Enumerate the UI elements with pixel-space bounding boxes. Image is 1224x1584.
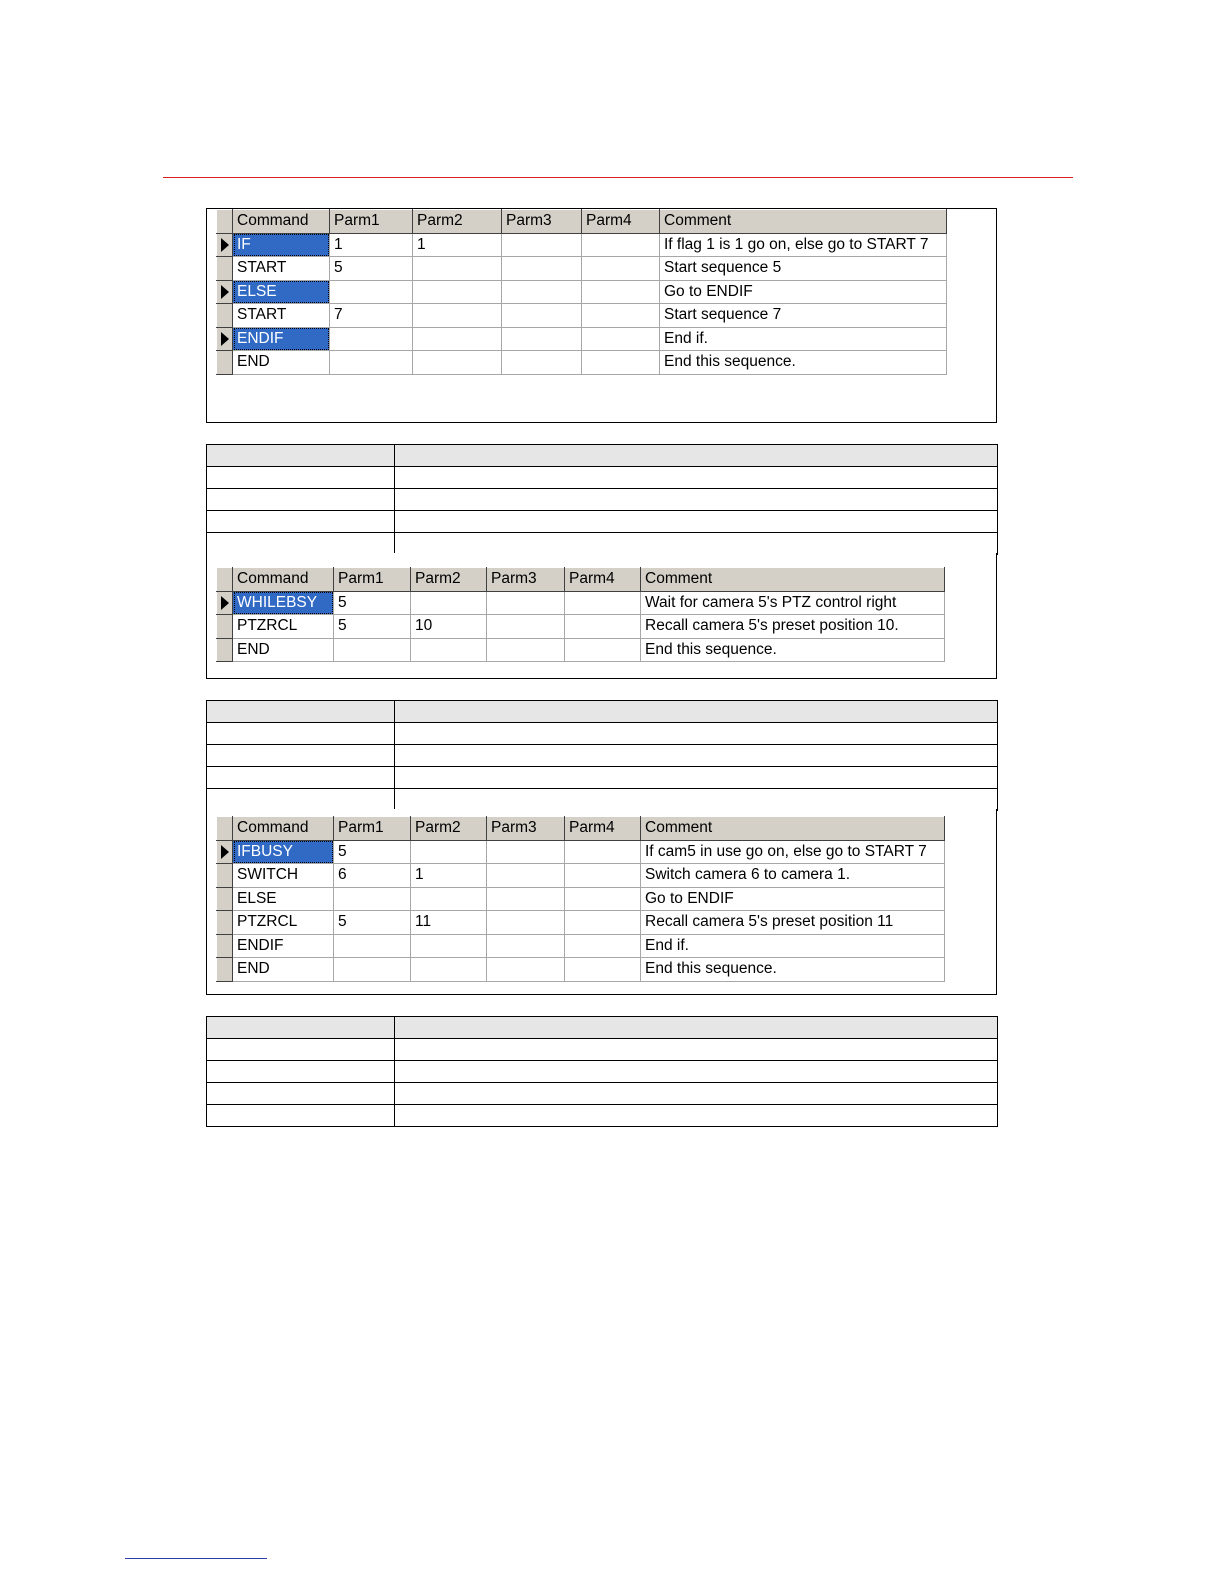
description-cell — [207, 467, 395, 489]
table-row[interactable] — [217, 591, 945, 615]
row-pointer-icon — [221, 238, 229, 252]
description-row — [207, 1083, 998, 1105]
column-header-parm3[interactable]: Parm3 — [502, 210, 582, 234]
table-row[interactable] — [217, 864, 945, 888]
row-selector[interactable] — [217, 257, 233, 281]
description-cell — [207, 1083, 395, 1105]
description-row — [207, 467, 998, 489]
column-header-parm1[interactable]: Parm1 — [334, 817, 411, 841]
description-row — [207, 511, 998, 533]
description-row — [207, 723, 998, 745]
cell-comment[interactable]: End this sequence. — [641, 638, 945, 662]
row-selector[interactable] — [217, 864, 233, 888]
row-pointer-icon — [221, 332, 229, 346]
table-row[interactable] — [217, 351, 947, 375]
cell-command[interactable]: END — [233, 351, 330, 375]
description-cell — [395, 767, 998, 789]
cell-parm1[interactable]: 5 — [330, 257, 413, 281]
table-row[interactable] — [217, 638, 945, 662]
cell-parm1[interactable] — [334, 887, 411, 911]
column-header-parm2[interactable]: Parm2 — [411, 568, 487, 592]
column-header-parm1[interactable]: Parm1 — [330, 210, 413, 234]
cell-parm4[interactable] — [565, 864, 641, 888]
grid-body — [217, 591, 945, 662]
description-cell — [207, 511, 395, 533]
description-cell — [395, 1061, 998, 1083]
cell-parm2[interactable] — [413, 304, 502, 328]
table-row[interactable] — [217, 615, 945, 639]
description-cell — [207, 767, 395, 789]
cell-parm1[interactable]: 5 — [334, 591, 411, 615]
column-header-comment[interactable]: Comment — [641, 817, 945, 841]
cell-comment[interactable]: Start sequence 7 — [660, 304, 947, 328]
cell-parm3[interactable] — [487, 591, 565, 615]
cell-parm3[interactable] — [502, 280, 582, 304]
row-selector[interactable] — [217, 327, 233, 351]
cell-parm3[interactable] — [487, 840, 565, 864]
table-row[interactable] — [217, 958, 945, 982]
table-row[interactable] — [217, 304, 947, 328]
description-cell — [207, 745, 395, 767]
cell-command[interactable]: PTZRCL — [233, 615, 334, 639]
description-cell — [395, 445, 998, 467]
description-row — [207, 1061, 998, 1083]
cell-command[interactable]: SWITCH — [233, 864, 334, 888]
cell-parm1[interactable]: 6 — [334, 864, 411, 888]
sequence-grid-3 — [216, 816, 945, 982]
column-header-comment[interactable]: Comment — [660, 210, 947, 234]
column-header-command[interactable]: Command — [233, 210, 330, 234]
cell-parm2[interactable] — [411, 958, 487, 982]
cell-parm2[interactable] — [413, 280, 502, 304]
cell-parm1[interactable]: 5 — [334, 911, 411, 935]
cell-parm1[interactable] — [334, 638, 411, 662]
cell-command[interactable]: END — [233, 958, 334, 982]
description-cell — [395, 789, 998, 811]
cell-command[interactable]: WHILEBSY — [233, 591, 334, 615]
cell-parm3[interactable] — [487, 958, 565, 982]
cell-parm3[interactable] — [487, 934, 565, 958]
cell-parm4[interactable] — [582, 280, 660, 304]
cell-parm2[interactable]: 10 — [411, 615, 487, 639]
description-row — [207, 1039, 998, 1061]
sequence-grid-2 — [216, 567, 945, 662]
grid-body — [217, 840, 945, 981]
description-header-row — [207, 445, 998, 467]
cell-parm2[interactable] — [411, 591, 487, 615]
description-cell — [207, 701, 395, 723]
description-cell — [207, 1105, 395, 1127]
description-row — [207, 489, 998, 511]
cell-parm2[interactable] — [411, 934, 487, 958]
footer-rule — [125, 1558, 267, 1559]
description-cell — [207, 1061, 395, 1083]
cell-parm3[interactable] — [502, 351, 582, 375]
cell-parm4[interactable] — [582, 327, 660, 351]
cell-parm3[interactable] — [487, 887, 565, 911]
column-header-parm2[interactable]: Parm2 — [413, 210, 502, 234]
cell-comment[interactable]: Recall camera 5's preset position 11 — [641, 911, 945, 935]
cell-parm1[interactable]: 1 — [330, 233, 413, 257]
column-header-command[interactable]: Command — [233, 817, 334, 841]
row-selector[interactable] — [217, 304, 233, 328]
description-cell — [207, 789, 395, 811]
cell-comment[interactable]: End this sequence. — [641, 958, 945, 982]
cell-comment[interactable]: End if. — [641, 934, 945, 958]
description-row — [207, 745, 998, 767]
sequence-grid-1 — [216, 209, 947, 375]
row-selector[interactable] — [217, 351, 233, 375]
cell-command[interactable]: ELSE — [233, 887, 334, 911]
cell-comment[interactable]: Go to ENDIF — [660, 280, 947, 304]
cell-parm2[interactable] — [411, 840, 487, 864]
cell-parm2[interactable] — [413, 257, 502, 281]
cell-command[interactable]: START — [233, 257, 330, 281]
cell-command[interactable]: ENDIF — [233, 934, 334, 958]
row-selector[interactable] — [217, 615, 233, 639]
description-row — [207, 533, 998, 555]
column-header-parm1[interactable]: Parm1 — [334, 568, 411, 592]
cell-command[interactable]: START — [233, 304, 330, 328]
cell-parm4[interactable] — [582, 233, 660, 257]
description-row — [207, 1105, 998, 1127]
cell-parm2[interactable] — [413, 351, 502, 375]
column-header-parm4[interactable]: Parm4 — [565, 817, 641, 841]
cell-parm4[interactable] — [565, 840, 641, 864]
grid-body — [217, 233, 947, 374]
grid-corner — [217, 817, 233, 841]
cell-parm4[interactable] — [565, 911, 641, 935]
description-cell — [207, 1017, 395, 1039]
cell-parm1[interactable] — [330, 327, 413, 351]
table-row[interactable] — [217, 233, 947, 257]
cell-parm2[interactable] — [411, 887, 487, 911]
row-selector[interactable] — [217, 591, 233, 615]
description-cell — [395, 1039, 998, 1061]
row-selector[interactable] — [217, 638, 233, 662]
table-row[interactable] — [217, 911, 945, 935]
row-selector[interactable] — [217, 280, 233, 304]
column-header-parm4[interactable]: Parm4 — [582, 210, 660, 234]
description-cell — [395, 467, 998, 489]
cell-comment[interactable]: Recall camera 5's preset position 10. — [641, 615, 945, 639]
table-row[interactable] — [217, 327, 947, 351]
cell-parm3[interactable] — [487, 615, 565, 639]
description-cell — [207, 489, 395, 511]
row-selector[interactable] — [217, 840, 233, 864]
description-cell — [395, 1017, 998, 1039]
cell-command[interactable]: ELSE — [233, 280, 330, 304]
table-row[interactable] — [217, 257, 947, 281]
cell-parm1[interactable] — [334, 958, 411, 982]
column-header-parm3[interactable]: Parm3 — [487, 568, 565, 592]
description-cell — [395, 1105, 998, 1127]
cell-comment[interactable]: End if. — [660, 327, 947, 351]
column-header-parm3[interactable]: Parm3 — [487, 817, 565, 841]
column-header-command[interactable]: Command — [233, 568, 334, 592]
column-header-parm4[interactable]: Parm4 — [565, 568, 641, 592]
description-table-3 — [206, 1016, 998, 1127]
cell-command[interactable]: END — [233, 638, 334, 662]
cell-parm2[interactable] — [411, 638, 487, 662]
row-pointer-icon — [221, 845, 229, 859]
description-cell — [207, 723, 395, 745]
description-cell — [395, 1083, 998, 1105]
description-row — [207, 789, 998, 811]
description-cell — [395, 745, 998, 767]
grid-corner — [217, 210, 233, 234]
cell-command[interactable]: IFBUSY — [233, 840, 334, 864]
description-table-1 — [206, 444, 998, 555]
cell-comment[interactable]: If flag 1 is 1 go on, else go to START 7 — [660, 233, 947, 257]
cell-parm4[interactable] — [565, 958, 641, 982]
column-header-parm2[interactable]: Parm2 — [411, 817, 487, 841]
row-selector[interactable] — [217, 233, 233, 257]
description-cell — [207, 533, 395, 555]
cell-parm4[interactable] — [582, 257, 660, 281]
cell-parm1[interactable]: 5 — [334, 840, 411, 864]
description-header-row — [207, 1017, 998, 1039]
cell-parm1[interactable]: 5 — [334, 615, 411, 639]
header-rule — [163, 177, 1073, 178]
grid-corner — [217, 568, 233, 592]
description-cell — [395, 489, 998, 511]
row-selector[interactable] — [217, 911, 233, 935]
cell-parm4[interactable] — [582, 304, 660, 328]
cell-command[interactable]: ENDIF — [233, 327, 330, 351]
cell-comment[interactable]: Start sequence 5 — [660, 257, 947, 281]
cell-parm3[interactable] — [487, 911, 565, 935]
cell-parm4[interactable] — [565, 887, 641, 911]
cell-comment[interactable]: Switch camera 6 to camera 1. — [641, 864, 945, 888]
cell-command[interactable]: PTZRCL — [233, 911, 334, 935]
description-cell — [395, 701, 998, 723]
row-pointer-icon — [221, 285, 229, 299]
column-header-comment[interactable]: Comment — [641, 568, 945, 592]
cell-command[interactable]: IF — [233, 233, 330, 257]
description-cell — [207, 1039, 395, 1061]
grid-header-row — [217, 568, 945, 592]
cell-parm3[interactable] — [502, 233, 582, 257]
description-row — [207, 767, 998, 789]
cell-parm2[interactable]: 1 — [411, 864, 487, 888]
cell-comment[interactable]: If cam5 in use go on, else go to START 7 — [641, 840, 945, 864]
cell-parm3[interactable] — [487, 638, 565, 662]
cell-parm3[interactable] — [502, 257, 582, 281]
description-header-row — [207, 701, 998, 723]
cell-parm1[interactable]: 7 — [330, 304, 413, 328]
cell-parm4[interactable] — [565, 591, 641, 615]
cell-parm3[interactable] — [502, 304, 582, 328]
description-cell — [395, 533, 998, 555]
cell-parm4[interactable] — [565, 934, 641, 958]
cell-parm2[interactable]: 1 — [413, 233, 502, 257]
table-row[interactable] — [217, 887, 945, 911]
cell-parm4[interactable] — [582, 351, 660, 375]
cell-parm2[interactable]: 11 — [411, 911, 487, 935]
cell-comment[interactable]: End this sequence. — [660, 351, 947, 375]
cell-parm1[interactable] — [330, 351, 413, 375]
table-row[interactable] — [217, 934, 945, 958]
cell-comment[interactable]: Wait for camera 5's PTZ control right — [641, 591, 945, 615]
grid-header-row — [217, 817, 945, 841]
cell-comment[interactable]: Go to ENDIF — [641, 887, 945, 911]
cell-parm3[interactable] — [502, 327, 582, 351]
grid-header-row — [217, 210, 947, 234]
table-row[interactable] — [217, 280, 947, 304]
table-row[interactable] — [217, 840, 945, 864]
row-selector[interactable] — [217, 887, 233, 911]
cell-parm2[interactable] — [413, 327, 502, 351]
description-cell — [395, 511, 998, 533]
cell-parm4[interactable] — [565, 615, 641, 639]
row-selector[interactable] — [217, 934, 233, 958]
cell-parm4[interactable] — [565, 638, 641, 662]
cell-parm1[interactable] — [334, 934, 411, 958]
description-cell — [207, 445, 395, 467]
row-selector[interactable] — [217, 958, 233, 982]
description-table-2 — [206, 700, 998, 811]
cell-parm1[interactable] — [330, 280, 413, 304]
cell-parm3[interactable] — [487, 864, 565, 888]
description-cell — [395, 723, 998, 745]
row-pointer-icon — [221, 596, 229, 610]
